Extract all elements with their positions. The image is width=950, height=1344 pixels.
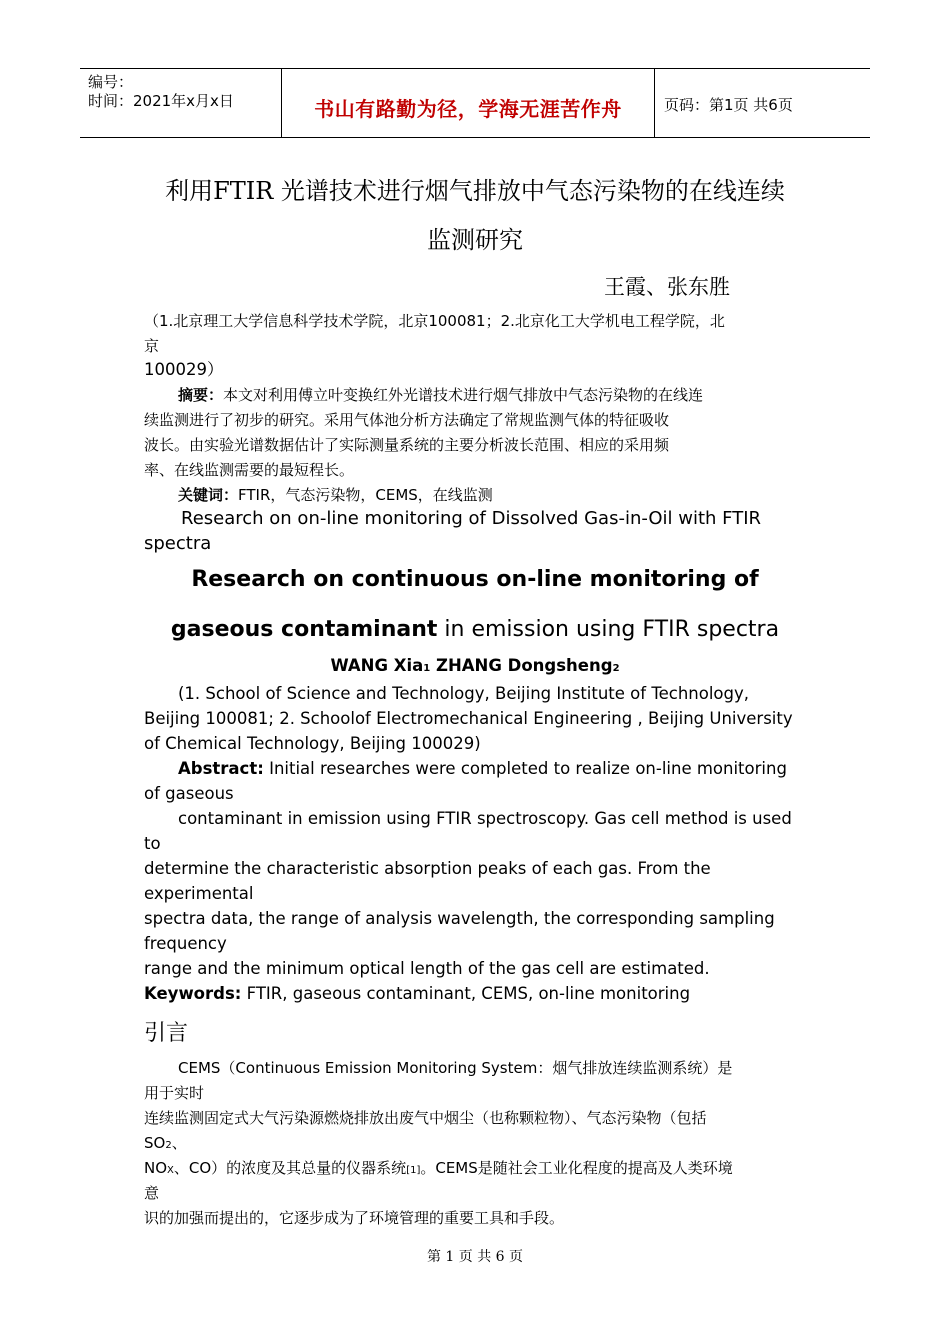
intro-line5: [144, 1156, 806, 1183]
title-zh-line2: 监测研究: [427, 226, 523, 254]
header-number-label: 编号：: [88, 73, 134, 91]
intro-so2-sub: 2: [165, 1140, 172, 1151]
abstract-en-line8: frequency: [144, 934, 227, 953]
authors-zh: 王霞、张东胜: [604, 275, 730, 299]
abstract-zh-line4: 率、在线监测需要的最短程长。: [144, 461, 355, 479]
header-motto-cell: [282, 69, 655, 137]
affiliation-en-line1: (1. School of Science and Technology, Beijing Institute of Technology,: [178, 684, 749, 703]
header-time-label: 时间：2021年x月x日: [88, 92, 234, 110]
abstract-en-line9: range and the minimum optical length of the gas cell are estimated.: [144, 959, 710, 978]
affiliation-zh-line1: （1.北京理工大学信息科学技术学院，北京100081；2.北京化工大学机电工程学院，北: [144, 312, 725, 330]
intro-ref: [1]: [406, 1165, 421, 1176]
intro-line5-b: 、CO）的浓度及其总量的仪器系统: [173, 1159, 407, 1177]
title-zh-line1: 利用FTIR 光谱技术进行烟气排放中气态污染物的在线连续: [165, 177, 785, 205]
abstract-en-line4: to: [144, 834, 161, 853]
header-meta-cell: [80, 69, 282, 137]
affiliation-en-line2: Beijing 100081; 2. Schoolof Electromechanical Engineering , Beijing University: [144, 709, 793, 728]
intro-line2: 用于实时: [144, 1084, 205, 1102]
abstract-zh-label: 摘要：: [178, 386, 224, 404]
authors-en: [0, 656, 950, 675]
keywords-zh: [144, 483, 840, 508]
title-en-line1: Research on continuous on-line monitoring of: [191, 567, 759, 592]
intro-line7: 识的加强而提出的，它逐步成为了环境管理的重要工具和手段。: [144, 1209, 565, 1227]
section-heading-intro: 引言: [144, 1021, 189, 1046]
intro-line4-end: 、: [171, 1134, 187, 1152]
abstract-zh-line1: [144, 383, 840, 408]
author-en-1-sup: 1: [423, 663, 431, 674]
abstract-en-line5: determine the characteristic absorption peaks of each gas. From the: [144, 859, 711, 878]
keywords-zh-label: 关键词：: [178, 486, 239, 504]
title-en-line2-bold: gaseous contaminant: [170, 617, 438, 642]
abstract-en-line2: of gaseous: [144, 784, 234, 803]
abstract-zh-line2: 续监测进行了初步的研究。采用气体池分析方法确定了常规监测气体的特征吸收: [144, 411, 670, 429]
page-footer: 第 1 页 共 6 页: [426, 1249, 524, 1265]
abstract-en-line3: contaminant in emission using FTIR spectroscopy. Gas cell method is used: [178, 809, 792, 828]
title-en-line2: [0, 617, 950, 642]
keywords-en: [144, 981, 806, 1006]
author-en-2-sup: 2: [612, 663, 620, 674]
intro-nox-sub: X: [167, 1165, 174, 1176]
intro-line4: [144, 1131, 806, 1158]
affiliation-zh-line2: 京: [144, 337, 160, 355]
abstract-en-line6: experimental: [144, 884, 254, 903]
abstract-en-line1: [144, 756, 840, 781]
page-header: [80, 68, 870, 138]
author-en-1: WANG Xia: [330, 656, 424, 675]
intro-line1: CEMS（Continuous Emission Monitoring System：烟气排放连续监测系统）是: [178, 1059, 733, 1077]
abstract-zh-text: 本文对利用傅立叶变换红外光谱技术进行烟气排放中气态污染物的在线连: [223, 386, 704, 404]
abstract-en-text: Initial researches were completed to realize on-line monitoring: [263, 759, 787, 778]
abstract-zh-line3: 波长。由实验光谱数据估计了实际测量系统的主要分析波长范围、相应的采用频: [144, 436, 670, 454]
header-motto: 书山有路勤为径，学海无涯苦作舟: [314, 97, 622, 121]
abstract-en-label: Abstract:: [178, 759, 264, 778]
intro-line6: 意: [144, 1184, 160, 1202]
title-en-line2-rest: in emission using FTIR spectra: [437, 617, 780, 642]
intro-line3: 连续监测固定式大气污染源燃烧排放出废气中烟尘（也称颗粒物）、气态污染物（包括: [144, 1109, 707, 1127]
header-page-cell: [655, 69, 870, 137]
keywords-en-label: Keywords:: [144, 984, 242, 1003]
intro-so2: SO: [144, 1134, 166, 1152]
affiliation-en-line3: of Chemical Technology, Beijing 100029): [144, 734, 481, 753]
keywords-en-text: FTIR, gaseous contaminant, CEMS, on-line monitoring: [241, 984, 691, 1003]
affiliation-zh-line3: 100029）: [144, 360, 224, 379]
abstract-en-line7: spectra data, the range of analysis wavelength, the corresponding sampling: [144, 909, 775, 928]
intro-line5-c: 。CEMS是随社会工业化程度的提高及人类环境: [420, 1159, 733, 1177]
header-page-info: 页码：第1页 共6页: [664, 96, 793, 114]
research-line1: Research on on-line monitoring of Dissolved Gas-in-Oil with FTIR: [181, 508, 762, 529]
research-line2: spectra: [144, 533, 212, 554]
intro-nox: NO: [144, 1159, 168, 1177]
author-en-2: ZHANG Dongsheng: [430, 656, 613, 675]
keywords-zh-text: FTIR，气态污染物，CEMS，在线监测: [238, 486, 493, 504]
